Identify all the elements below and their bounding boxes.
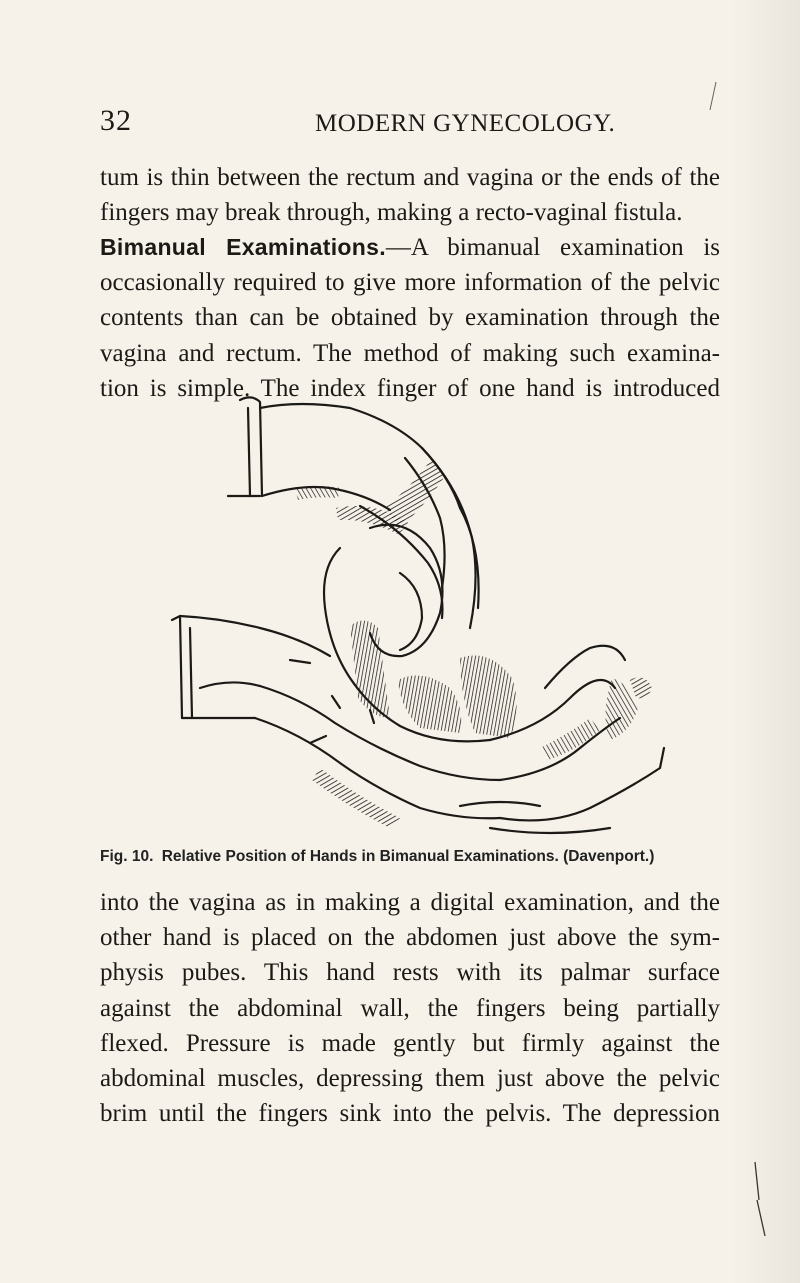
text-line: flexed. Pressure is made gently but firmly against the [100,1029,720,1057]
figure-caption-text: Relative Position of Hands in Bimanual Examinations. (Davenport.) [161,848,655,865]
text-line: tum is thin between the rectum and vagina or the ends of the [100,164,720,191]
page-edge-shadow [730,0,800,1283]
page-header [100,104,700,144]
section-heading: Bimanual Examinations. [100,234,386,260]
text-line [100,230,720,265]
figure-bimanual-illustration [160,388,680,843]
text-line: into the vagina as in making a digital examination, and the [100,889,720,916]
pencil-mark-bottom [745,1160,775,1240]
section-lead-text: —A bimanual examination is [385,234,721,261]
text-line: abdominal muscles, depressing them just above the pelvic [100,1065,720,1093]
text-line: contents than can be obtained by examination through the [100,304,720,332]
engraving-illustration [160,388,680,843]
text-line: occasionally required to give more information of the pelvic [100,269,720,297]
paragraph-intro [100,160,720,230]
text-line: vagina and rectum. The method of making such examina- [100,339,720,367]
page-number: 32 [100,104,132,137]
text-line: tion is simple. The index finger of one hand is introduced [100,374,720,402]
pencil-mark-top [690,80,720,120]
text-line: fingers may break through, making a recto-vaginal fistula. [100,199,683,227]
section-bimanual-examinations [100,230,720,406]
text-line: against the abdominal wall, the fingers being partially [100,994,720,1022]
text-line: other hand is placed on the abdomen just above the sym- [100,924,720,952]
text-line: physis pubes. This hand rests with its palmar surface [100,959,720,987]
figure-caption [100,848,740,866]
text-line: brim until the fingers sink into the pelvis. The depression [100,1100,720,1128]
running-head: MODERN GYNECOLOGY. [315,110,616,137]
paragraph-continued [100,885,720,1131]
figure-number: Fig. 10. [100,848,154,865]
